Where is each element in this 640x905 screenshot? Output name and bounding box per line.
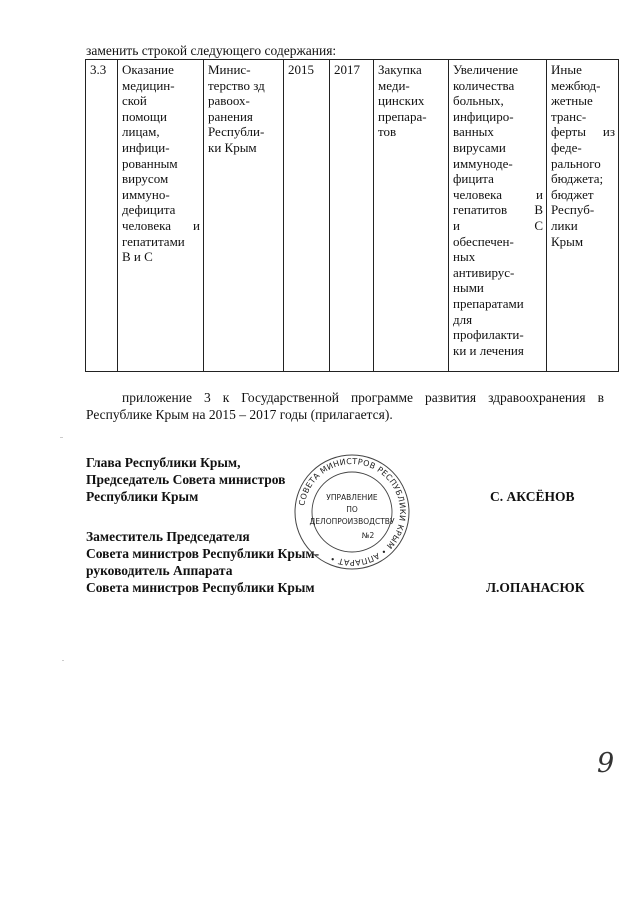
body-paragraph: приложение 3 к Государственной программе развития здравоохранения в Республике Крым на 2015 – 2017 годы (прилагается).	[86, 390, 604, 422]
cell-executor: Минис- терство зд равоох- ранения Республи- ки Крым	[204, 60, 284, 372]
page-number: 9	[597, 748, 615, 779]
intro-text: заменить строкой следующего содержания:	[86, 43, 337, 58]
scan-mark	[62, 660, 64, 661]
cell-activity: Закупка меди- цинских препара- тов	[374, 60, 449, 372]
cell-year-start: 2015	[284, 60, 330, 372]
official-stamp	[292, 452, 412, 572]
svg-text:ДЕЛОПРОИЗВОДСТВУ: ДЕЛОПРОИЗВОДСТВУ	[309, 517, 395, 526]
table-row	[86, 60, 619, 372]
signatory-1-name: С. АКСЁНОВ	[490, 489, 575, 504]
svg-text:№2: №2	[361, 531, 375, 540]
cell-measure: Оказание медицин- ской помощи лицам, инфици- рованным вирусом иммуно- дефицита человека и гепатитами В и С	[118, 60, 204, 372]
svg-text:ПО: ПО	[346, 505, 358, 514]
cell-number: 3.3	[86, 60, 118, 372]
signatory-1-title: Глава Республики Крым, Председатель Совета министров Республики Крым	[86, 455, 286, 504]
stamp-ring-text: СОВЕТА МИНИСТРОВ РЕСПУБЛИКИ КРЫМ • АППАРАТ •	[297, 456, 408, 568]
scan-mark	[60, 437, 63, 438]
cell-year-end: 2017	[330, 60, 374, 372]
svg-text:УПРАВЛЕНИЕ: УПРАВЛЕНИЕ	[326, 493, 378, 502]
signatory-2-name: Л.ОПАНАСЮК	[486, 580, 585, 595]
cell-result: Увеличение количества больных, инфициро- ванных вирусами иммуноде- фицита человека и гепатитов В и С обеспечен- ных антивирус- ными препаратами для профилакти- ки и лечения	[449, 60, 547, 372]
program-table	[85, 59, 619, 372]
signatory-2-title: Заместитель Председателя Совета министров Республики Крым- руководитель Аппарата Совета министров Республики Крым	[86, 529, 320, 595]
cell-financing: Иные межбюд- жетные транс- ферты из феде- рального бюджета; бюджет Респуб- лики Крым	[547, 60, 619, 372]
